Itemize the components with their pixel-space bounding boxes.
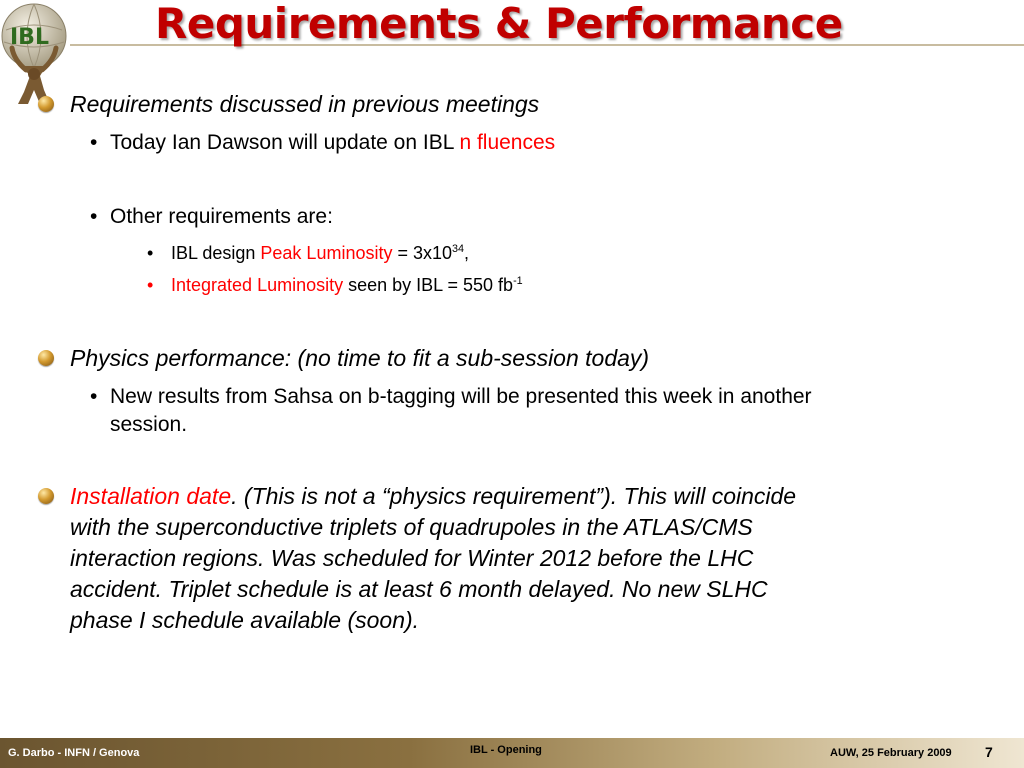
peak-lumi-value: = 3x10 <box>392 243 453 263</box>
installation-line1-rest: . (This is not a “physics requirement”). This will coincide <box>231 483 797 509</box>
sub-bullet-dawson <box>110 129 980 157</box>
bullet-installation-line3: interaction regions. Was scheduled for Winter 2012 before the LHC <box>70 545 754 571</box>
svg-text:IBL: IBL <box>10 25 49 50</box>
page-number: 7 <box>985 744 993 760</box>
peak-lumi-exponent: 34 <box>452 243 465 255</box>
bullet-dot-icon: • <box>147 243 154 263</box>
bullet-requirements: Requirements discussed in previous meetings <box>70 91 540 117</box>
installation-date-highlight: Installation date <box>70 483 232 509</box>
slide-footer <box>0 738 1024 768</box>
footer-author: G. Darbo - INFN / Genova <box>8 747 140 759</box>
bullet-installation-line1 <box>70 481 990 512</box>
sub-bullet-other-reqs: Other requirements are: <box>110 205 333 228</box>
footer-date: AUW, 25 February 2009 <box>830 747 952 759</box>
gold-bullet-icon <box>38 488 54 504</box>
sub-bullet-btagging-line2: session. <box>110 413 188 436</box>
bullet-dot-icon: • <box>90 205 98 228</box>
integrated-lumi-value: seen by IBL = 550 fb <box>343 275 514 295</box>
footer-title: IBL - Opening <box>470 744 542 756</box>
peak-lumi-pre: IBL design <box>171 243 261 263</box>
bullet-dot-icon: • <box>90 131 98 154</box>
bullet-installation-line5: phase I schedule available (soon). <box>70 607 420 633</box>
n-fluences-highlight: n fluences <box>459 131 556 154</box>
bullet-dot-icon: • <box>90 385 98 408</box>
sub-sub-bullet-integrated-lumi <box>171 273 971 297</box>
sub-bullet-btagging-line1: New results from Sahsa on b-tagging will be presented this week in another <box>110 385 812 408</box>
integrated-lumi-exponent: -1 <box>513 275 523 287</box>
integrated-lumi-highlight: Integrated Luminosity <box>171 275 344 295</box>
bullet-dot-icon: • <box>147 275 154 295</box>
gold-bullet-icon <box>38 96 54 112</box>
gold-bullet-icon <box>38 350 54 366</box>
sub-bullet-dawson-text: Today Ian Dawson will update on IBL <box>110 131 460 154</box>
bullet-physics-performance: Physics performance: (no time to fit a sub-session today) <box>70 345 650 371</box>
slide-title: Requirements & Performance <box>155 0 843 48</box>
bullet-installation-line2: with the superconductive triplets of quadrupoles in the ATLAS/CMS <box>70 514 753 540</box>
peak-lumi-highlight: Peak Luminosity <box>260 243 393 263</box>
bullet-installation-line4: accident. Triplet schedule is at least 6 month delayed. No new SLHC <box>70 576 768 602</box>
peak-lumi-post: , <box>464 243 470 263</box>
sub-sub-bullet-peak-lumi <box>171 241 971 265</box>
